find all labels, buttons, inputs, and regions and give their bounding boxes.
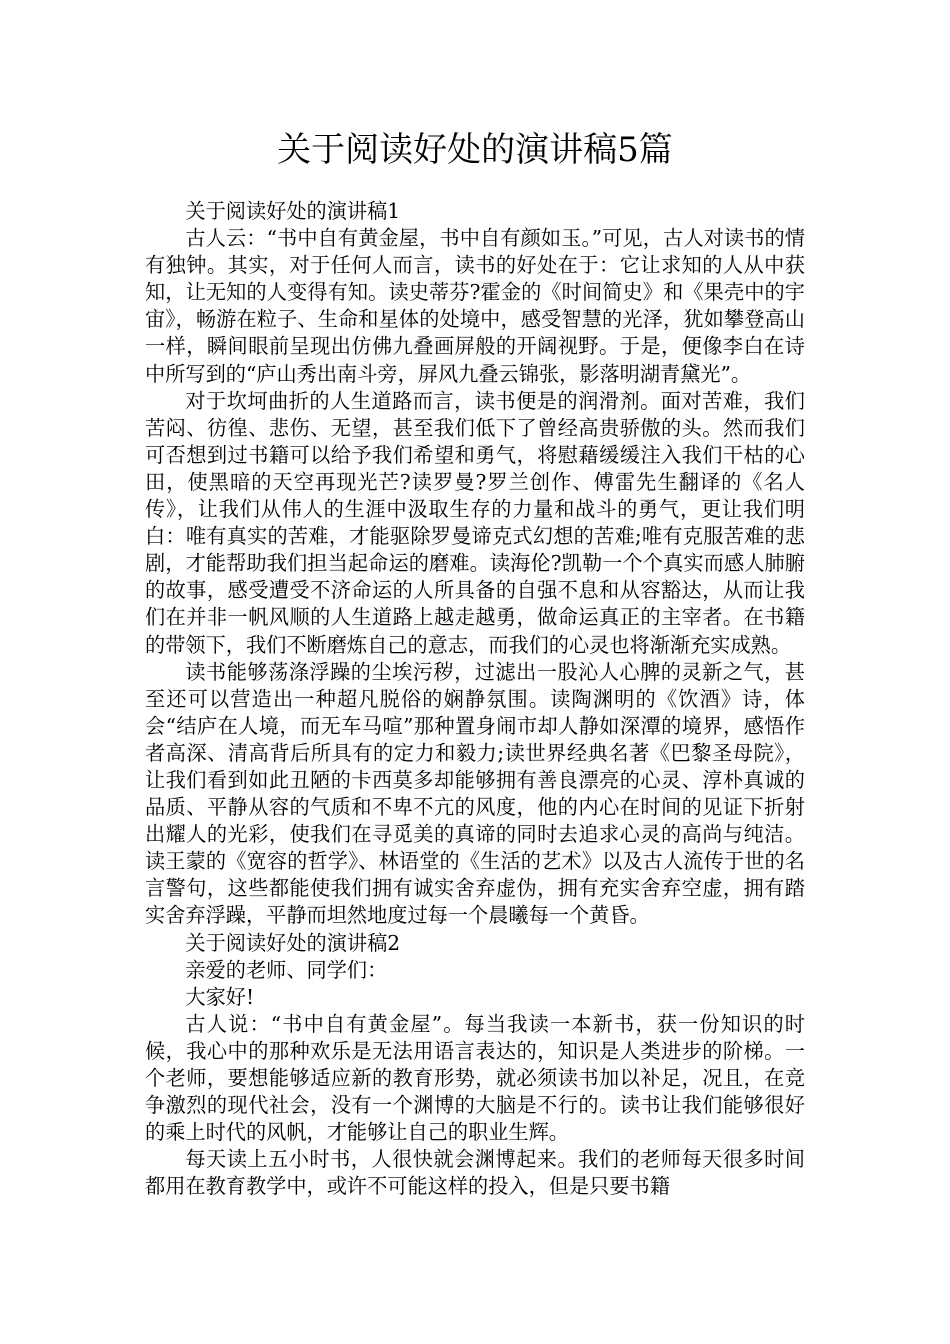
paragraph: 古人云：“书中自有黄金屋，书中自有颜如玉。”可见，古人对读书的情有独钟。其实，对于任何人而言，读书的好处在于：它让求知的人从中获知，让无知的人变得有知。读史蒂芬?霍金的《时间简史》和《果壳中的宇宙》，畅游在粒子、生命和星体的处境中，感受智慧的光泽，犹如攀登高山一样，瞬间眼前呈现出仿佛九叠画屏般的开阔视野。于是，便像李白在诗中所写到的“庐山秀出南斗旁，屏风九叠云锦张，影落明湖青黛光”。 (145, 226, 805, 386)
document-title: 关于阅读好处的演讲稿5篇 (277, 130, 673, 170)
section-heading: 关于阅读好处的演讲稿2 (185, 930, 401, 955)
salutation: 亲爱的老师、同学们： (185, 957, 388, 982)
paragraph: 对于坎坷曲折的人生道路而言，读书便是的润滑剂。面对苦难，我们苦闷、彷徨、悲伤、无望，甚至我们低下了曾经高贵骄傲的头。然而我们可否想到过书籍可以给予我们希望和勇气，将慰藉缓缓注入我们干枯的心田，使黑暗的天空再现光芒?读罗曼?罗兰创作、傅雷先生翻译的《名人传》，让我们从伟人的生涯中汲取生存的力量和战斗的勇气，更让我们明白：唯有真实的苦难，才能驱除罗曼谛克式幻想的苦难;唯有克服苦难的悲剧，才能帮助我们担当起命运的磨难。读海伦?凯勒一个个真实而感人肺腑的故事，感受遭受不济命运的人所具备的自强不息和从容豁达，从而让我们在并非一帆风顺的人生道路上越走越勇，做命运真正的主宰者。在书籍的带领下，我们不断磨炼自己的意志，而我们的心灵也将渐渐充实成熟。 (145, 388, 805, 657)
paragraph: 读书能够荡涤浮躁的尘埃污秽，过滤出一股沁人心脾的灵新之气，甚至还可以营造出一种超凡脱俗的娴静氛围。读陶渊明的《饮酒》诗，体会“结庐在人境，而无车马喧”那种置身闹市却人静如深潭的境界，感悟作者高深、清高背后所具有的定力和毅力;读世界经典名著《巴黎圣母院》，让我们看到如此丑陋的卡西莫多却能够拥有善良漂亮的心灵、淳朴真诚的品质、平静从容的气质和不卑不亢的风度，他的内心在时间的见证下折射出耀人的光彩，使我们在寻觅美的真谛的同时去追求心灵的高尚与纯洁。读王蒙的《宽容的哲学》、林语堂的《生活的艺术》以及古人流传于世的名言警句，这些都能使我们拥有诚实舍弃虚伪，拥有充实舍弃空虚，拥有踏实舍弃浮躁，平静而坦然地度过每一个晨曦每一个黄昏。 (145, 659, 805, 928)
document-body (145, 198, 805, 1200)
greeting: 大家好! (185, 984, 255, 1009)
section-heading: 关于阅读好处的演讲稿1 (185, 199, 401, 223)
paragraph: 古人说：“书中自有黄金屋”。每当我读一本新书，获一份知识的时候，我心中的那种欢乐是无法用语言表达的，知识是人类进步的阶梯。一个老师，要想能够适应新的教育形势，就必须读书加以补足，况且，在竞争激烈的现代社会，没有一个渊博的大脑是不行的。读书让我们能够很好的乘上时代的风帆，才能够让自己的职业生辉。 (145, 1011, 805, 1145)
paragraph: 每天读上五小时书，人很快就会渊博起来。我们的老师每天很多时间都用在教育教学中，或许不可能这样的投入，但是只要书籍 (145, 1147, 805, 1199)
